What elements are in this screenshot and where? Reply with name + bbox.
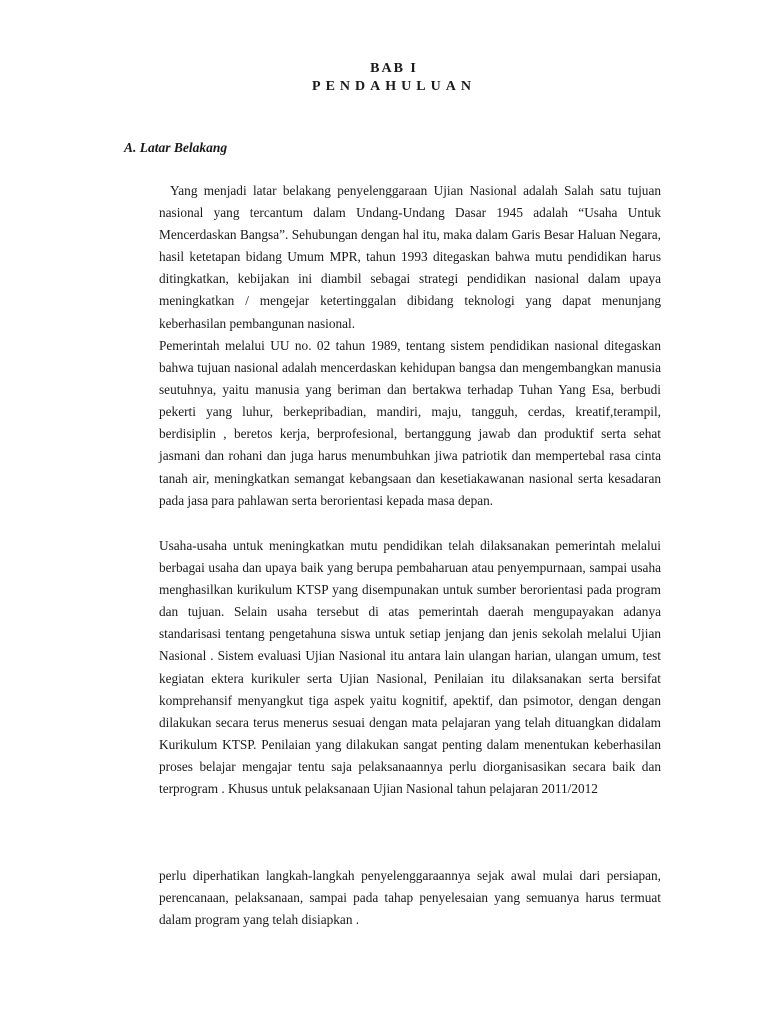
chapter-heading [0,60,768,96]
paragraph-legal-basis: Pemerintah melalui UU no. 02 tahun 1989, tentang sistem pendidikan nasional ditegaskan bahwa tujuan nasional adalah mencerdaskan kehidupan bangsa dan mengembangkan manusia seutuhnya, yaitu manusia yang beriman dan bertakwa terhadap Tuhan Yang Esa, berbudi pekerti yang luhur, berkepribadian, mandiri, maju, tangguh, cerdas, kreatif,terampil, berdisiplin , beretos kerja, berprofesional, bertanggung jawab dan produktif serta sehat jasmani dan rohani dan juga harus menumbuhkan jiwa patriotik dan mempertebal rasa cinta tanah air, meningkatkan semangat kebangsaan dan kesetiakawanan nasional serta kesadaran pada jasa para pahlawan serta berorientasi kepada masa depan. [159,338,661,508]
chapter-number: BAB I [370,61,418,76]
section-heading: A. Latar Belakang [124,140,228,155]
paragraph-background: Yang menjadi latar belakang penyelenggaraan Ujian Nasional adalah Salah satu tujuan nasional yang tercantum dalam Undang-Undang Dasar 1945 adalah “Usaha Untuk Mencerdaskan Bangsa”. Sehubungan dengan hal itu, maka dalam Garis Besar Haluan Negara, hasil ketetapan bidang Umum MPR, tahun 1993 ditegaskan bahwa mutu pendidikan harus ditingkatkan, kebijakan ini diambil sebagai strategi pendidikan nasional dalam upaya meningkatkan / mengejar ketertinggalan dibidang teknologi yang dapat menunjang keberhasilan pembangunan nasional. [159,183,661,331]
chapter-title: PENDAHULUAN [312,79,476,94]
paragraph-implementation: perlu diperhatikan langkah-langkah penyelenggaraannya sejak awal mulai dari persiapan, perencanaan, pelaksanaan, sampai pada tahap penyelesaian yang semuanya harus termuat dalam program yang telah disiapkan . [159,868,661,928]
paragraph-quality-efforts: Usaha-usaha untuk meningkatkan mutu pendidikan telah dilaksanakan pemerintah melalui berbagai usaha dan upaya baik yang berupa pembaharuan atau penyempurnaan, sampai usaha menghasilkan kurikulum KTSP yang disempunakan untuk sumber berorientasi pada program dan tujuan. Selain usaha tersebut di atas pemerintah daerah mengupayakan adanya standarisasi tentang pengetahuna siswa untuk setiap jenjang dan jenis sekolah melalui Ujian Nasional . Sistem evaluasi Ujian Nasional itu antara lain ulangan harian, ulangan umum, test kegiatan ektera kurikuler serta Ujian Nasional, Penilaian itu dilaksanakan serta bersifat komprehansif menyangkut tiga aspek yaitu kognitif, apektif, dan psimotor, dengan dengan dilakukan secara terus menerus sesuai dengan mata pelajaran yang telah dituangkan didalam Kurikulum KTSP. Penilaian yang dilakukan sangat penting dalam menentukan keberhasilan proses belajar mengajar tentu saja pelaksanaannya perlu diorganisasikan secara baik dan terprogram . Khusus untuk pelaksanaan Ujian Nasional tahun pelajaran 2011/2012 [159,538,661,797]
